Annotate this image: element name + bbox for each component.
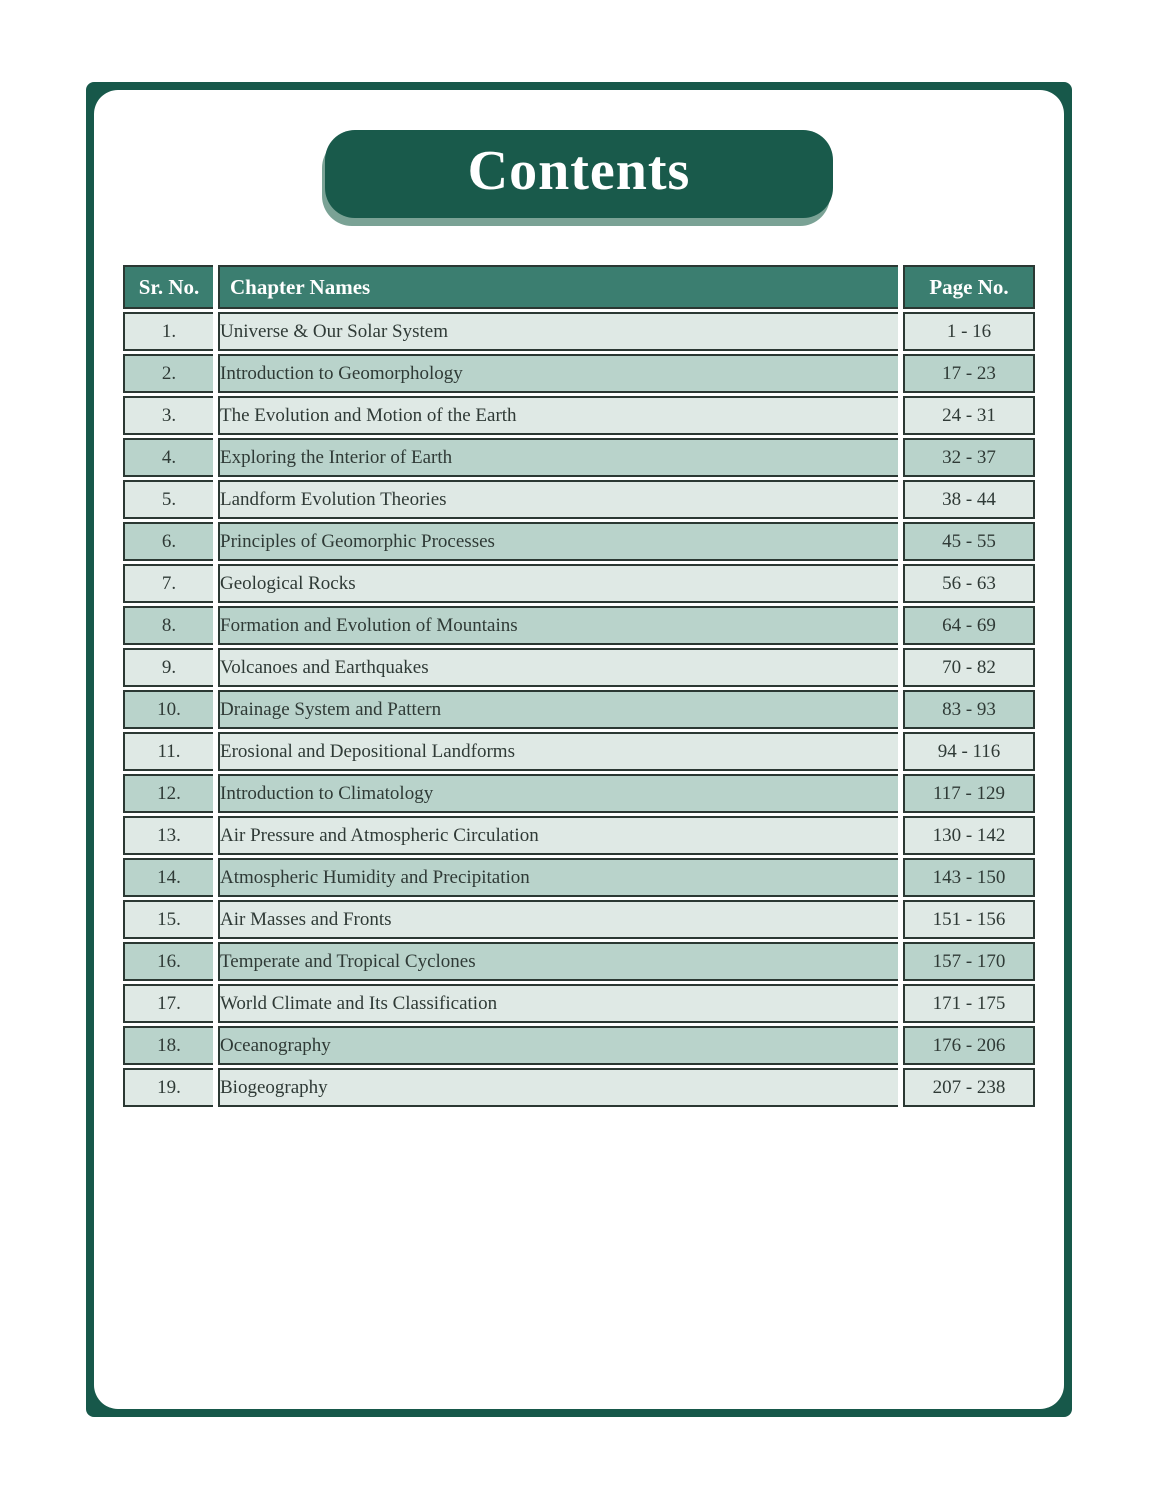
row-sr-no: 8. xyxy=(123,606,213,645)
row-sr-no: 16. xyxy=(123,942,213,981)
row-page-range: 1 - 16 xyxy=(903,312,1035,351)
header-chapter-names: Chapter Names xyxy=(218,265,898,309)
row-sr-no: 15. xyxy=(123,900,213,939)
row-chapter-name: Universe & Our Solar System xyxy=(218,312,898,351)
row-page-range: 207 - 238 xyxy=(903,1068,1035,1107)
row-page-range: 151 - 156 xyxy=(903,900,1035,939)
row-sr-no: 17. xyxy=(123,984,213,1023)
row-chapter-name: Formation and Evolution of Mountains xyxy=(218,606,898,645)
table-row xyxy=(123,1068,1035,1107)
row-chapter-name: Geological Rocks xyxy=(218,564,898,603)
contents-table xyxy=(118,262,1040,1110)
page-title: Contents xyxy=(467,140,691,202)
table-row xyxy=(123,1026,1035,1065)
row-chapter-name: Atmospheric Humidity and Precipitation xyxy=(218,858,898,897)
row-page-range: 38 - 44 xyxy=(903,480,1035,519)
row-chapter-name: Principles of Geomorphic Processes xyxy=(218,522,898,561)
header-sr-no: Sr. No. xyxy=(123,265,213,309)
page-border-frame xyxy=(86,82,1072,1417)
row-page-range: 130 - 142 xyxy=(903,816,1035,855)
row-page-range: 17 - 23 xyxy=(903,354,1035,393)
page-inner-area xyxy=(94,90,1064,1409)
row-chapter-name: Landform Evolution Theories xyxy=(218,480,898,519)
table-row xyxy=(123,564,1035,603)
row-chapter-name: Volcanoes and Earthquakes xyxy=(218,648,898,687)
table-header-row xyxy=(123,265,1035,309)
row-sr-no: 5. xyxy=(123,480,213,519)
table-row xyxy=(123,480,1035,519)
row-chapter-name: Drainage System and Pattern xyxy=(218,690,898,729)
row-chapter-name: Air Masses and Fronts xyxy=(218,900,898,939)
row-page-range: 176 - 206 xyxy=(903,1026,1035,1065)
row-page-range: 157 - 170 xyxy=(903,942,1035,981)
table-row xyxy=(123,438,1035,477)
row-sr-no: 1. xyxy=(123,312,213,351)
table-row xyxy=(123,354,1035,393)
row-chapter-name: Exploring the Interior of Earth xyxy=(218,438,898,477)
table-row xyxy=(123,606,1035,645)
table-row xyxy=(123,312,1035,351)
contents-title-banner xyxy=(325,130,833,218)
row-chapter-name: The Evolution and Motion of the Earth xyxy=(218,396,898,435)
table-row xyxy=(123,984,1035,1023)
row-sr-no: 12. xyxy=(123,774,213,813)
table-row xyxy=(123,774,1035,813)
row-sr-no: 10. xyxy=(123,690,213,729)
row-sr-no: 3. xyxy=(123,396,213,435)
row-sr-no: 13. xyxy=(123,816,213,855)
row-page-range: 171 - 175 xyxy=(903,984,1035,1023)
row-chapter-name: Oceanography xyxy=(218,1026,898,1065)
contents-table-wrapper xyxy=(118,262,1040,1110)
row-sr-no: 14. xyxy=(123,858,213,897)
header-page-no: Page No. xyxy=(903,265,1035,309)
row-page-range: 83 - 93 xyxy=(903,690,1035,729)
table-row xyxy=(123,690,1035,729)
table-row xyxy=(123,858,1035,897)
row-sr-no: 9. xyxy=(123,648,213,687)
table-row xyxy=(123,396,1035,435)
row-page-range: 117 - 129 xyxy=(903,774,1035,813)
row-chapter-name: Biogeography xyxy=(218,1068,898,1107)
table-row xyxy=(123,522,1035,561)
table-row xyxy=(123,648,1035,687)
row-chapter-name: Air Pressure and Atmospheric Circulation xyxy=(218,816,898,855)
row-sr-no: 11. xyxy=(123,732,213,771)
row-page-range: 70 - 82 xyxy=(903,648,1035,687)
row-chapter-name: Introduction to Climatology xyxy=(218,774,898,813)
table-row xyxy=(123,816,1035,855)
row-page-range: 24 - 31 xyxy=(903,396,1035,435)
row-sr-no: 7. xyxy=(123,564,213,603)
row-sr-no: 2. xyxy=(123,354,213,393)
row-chapter-name: Erosional and Depositional Landforms xyxy=(218,732,898,771)
row-page-range: 45 - 55 xyxy=(903,522,1035,561)
table-row xyxy=(123,900,1035,939)
row-page-range: 94 - 116 xyxy=(903,732,1035,771)
table-row xyxy=(123,732,1035,771)
row-chapter-name: Introduction to Geomorphology xyxy=(218,354,898,393)
row-page-range: 56 - 63 xyxy=(903,564,1035,603)
row-page-range: 32 - 37 xyxy=(903,438,1035,477)
row-page-range: 64 - 69 xyxy=(903,606,1035,645)
table-row xyxy=(123,942,1035,981)
row-chapter-name: World Climate and Its Classification xyxy=(218,984,898,1023)
row-sr-no: 4. xyxy=(123,438,213,477)
row-sr-no: 19. xyxy=(123,1068,213,1107)
row-chapter-name: Temperate and Tropical Cyclones xyxy=(218,942,898,981)
row-sr-no: 6. xyxy=(123,522,213,561)
row-page-range: 143 - 150 xyxy=(903,858,1035,897)
row-sr-no: 18. xyxy=(123,1026,213,1065)
